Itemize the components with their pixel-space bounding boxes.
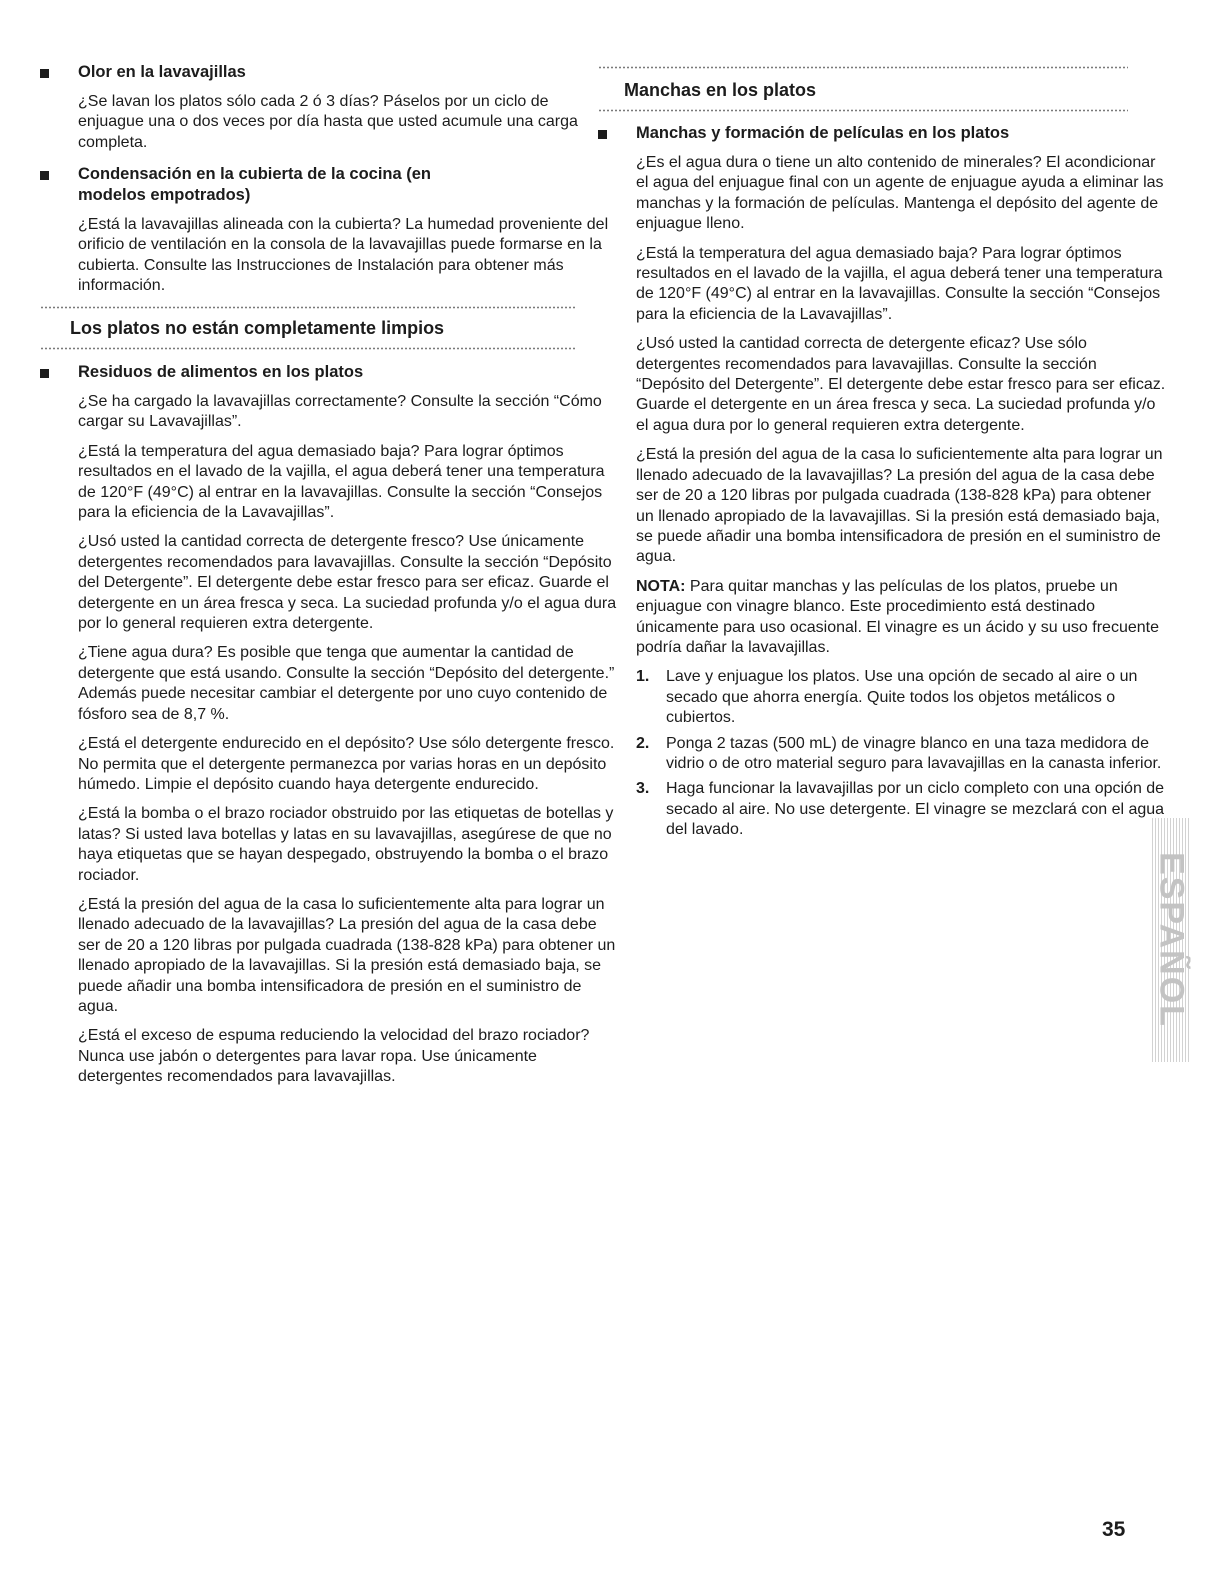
bullet-icon [598,130,607,139]
paragraph: ¿Está la presión del agua de la casa lo suficientemente alta para lograr un llenado adecuado de la lavavajillas? La presión del agua de la casa debe ser de 20 a 120 libras por pulgada cuadrada (138-828 kPa) para obtener un llenado apropiado de la lavavajillas. Si la presión está demasiado baja, se puede añadir una bomba intensificadora de presión en el suministro de agua. [636,446,1163,566]
nota-paragraph [636,577,1166,659]
paragraph: ¿Está la bomba o el brazo rociador obstruido por las etiquetas de botellas y latas? Si usted lava botellas y latas en su lavavajillas, asegúrese de que no haya etiquetas que se hayan despegado, obstruyendo la bomba o el brazo rociador. [78,805,614,884]
bullet-condensacion [40,164,618,297]
paragraph: ¿Está el detergente endurecido en el depósito? Use sólo detergente fresco. No permita que el detergente permanezca por varias horas en un depósito húmedo. Limpie el depósito cuando haya detergente endurecido. [78,735,615,793]
bullet-icon [40,369,49,378]
paragraph: ¿Se lavan los platos sólo cada 2 ó 3 días? Páselos por un ciclo de enjuague una o dos veces por día hasta que usted acumule una carga completa. [78,93,578,151]
step-item [636,667,1166,728]
paragraph: ¿Está el exceso de espuma reduciendo la velocidad del brazo rociador? Nunca use jabón o detergentes para lavar ropa. Use únicamente detergentes recomendados para lavavajillas. [78,1027,590,1086]
section-heading: Manchas en los platos [624,80,817,100]
bullet-icon [40,171,49,180]
paragraph: ¿Tiene agua dura? Es posible que tenga que aumentar la cantidad de detergente que está usando. Consulte la sección “Depósito del detergente.” Además puede necesitar cambiar el detergente por uno cuyo contenido de fósforo sea de 8,7 %. [78,644,615,723]
paragraph: ¿Está la lavavajillas alineada con la cubierta? La humedad proveniente del orificio de ventilación en la consola de la lavavajillas puede formarse en la cubierta. Consulte las Instrucciones de Instalación para obtener más información. [78,216,609,295]
step-text: Lave y enjuague los platos. Use una opción de secado al aire o un secado que ahorra energía. Quite todos los objetos metálicos o cubiertos. [666,668,1138,727]
section-heading: Los platos no están completamente limpios [70,318,445,338]
step-item [636,779,1166,840]
dotted-rule [40,347,575,350]
step-text: Haga funcionar la lavavajillas por un ciclo completo con una opción de secado al aire. No use detergente. El vinagre se mezclará con el agua del lavado. [666,780,1165,839]
paragraph: ¿Está la temperatura del agua demasiado baja? Para lograr óptimos resultados en el lavado de la vajilla, el agua deberá tener una temperatura de 120°F (49°C) al entrar en la lavavajillas. Consulte la sección “Consejos para la eficiencia de la Lavavajillas”. [78,442,605,522]
dotted-rule [598,109,1128,112]
bullet-residuos [40,362,618,1088]
paragraph: ¿Es el agua dura o tiene un alto contenido de minerales? El acondicionar el agua del enjuague final con un agente de enjuague ayuda a eliminar las manchas y la formación de películas. Mantenga el depósito del agente de enjuague lleno. [636,154,1164,233]
step-item [636,734,1166,775]
bullet-title: Manchas y formación de películas en los platos [636,124,1010,142]
step-number: 2. [636,734,650,752]
language-side-tab [1152,818,1190,1062]
nota-label: NOTA: [636,577,686,595]
bullet-title: Condensación en la cubierta de la cocina (en modelos empotrados) [78,165,432,204]
bullet-title: Olor en la lavavajillas [78,63,246,81]
section-heading-block [598,66,1128,112]
nota-text: Para quitar manchas y las películas de los platos, pruebe un enjuague con vinagre blanco. Este procedimiento está destinado únicamente para uso ocasional. El vinagre es un ácido y su uso frecuente podría dañar la lavavajillas. [636,577,1159,656]
step-number: 3. [636,780,650,798]
section-heading-block [40,306,575,350]
bullet-title: Residuos de alimentos en los platos [78,363,364,381]
paragraph: ¿Se ha cargado la lavavajillas correctamente? Consulte la sección “Cómo cargar su Lavavajillas”. [78,393,602,431]
paragraph: ¿Está la presión del agua de la casa lo suficientemente alta para lograr un llenado adecuado de la lavavajillas? La presión del agua de la casa debe ser de 20 a 120 libras por pulgada cuadrada (138-828 kPa) para obtener un llenado apropiado de la lavavajillas. Si la presión está demasiado baja, se puede añadir una bomba intensificadora de presión en el suministro de agua. [78,895,616,1015]
bullet-icon [40,69,49,78]
bullet-manchas [598,123,1166,841]
bullet-olor [40,62,618,153]
step-number: 1. [636,668,650,686]
paragraph: ¿Está la temperatura del agua demasiado baja? Para lograr óptimos resultados en el lavado de la vajilla, el agua deberá tener una temperatura de 120°F (49°C) al entrar en la lavavajillas. Consulte la sección “Consejos para la eficiencia de la Lavavajillas”. [636,244,1163,323]
step-text: Ponga 2 tazas (500 mL) de vinagre blanco en una taza medidora de vidrio o de otro material seguro para lavavajillas en la canasta inferior. [666,734,1162,772]
page-number: 35 [1102,1518,1126,1541]
paragraph: ¿Usó usted la cantidad correcta de detergente eficaz? Use sólo detergentes recomendados para lavavajillas. Consulte la sección “Depósito del Detergente”. El detergente debe estar fresco para ser eficaz. Guarde el detergente en un área fresca y seca. La suciedad profunda y/o el agua dura por lo general requieren extra detergente. [636,335,1166,434]
paragraph: ¿Usó usted la cantidad correcta de detergente fresco? Use únicamente detergentes recomendados para lavavajillas. Consulte la sección “Depósito del Detergente”. El detergente debe estar fresco para ser eficaz. Guarde el detergente en un área fresca y seca. La suciedad profunda y/o el agua dura por lo general requieren extra detergente. [78,533,617,633]
language-tab-label: ESPAÑOL [1152,852,1191,1028]
